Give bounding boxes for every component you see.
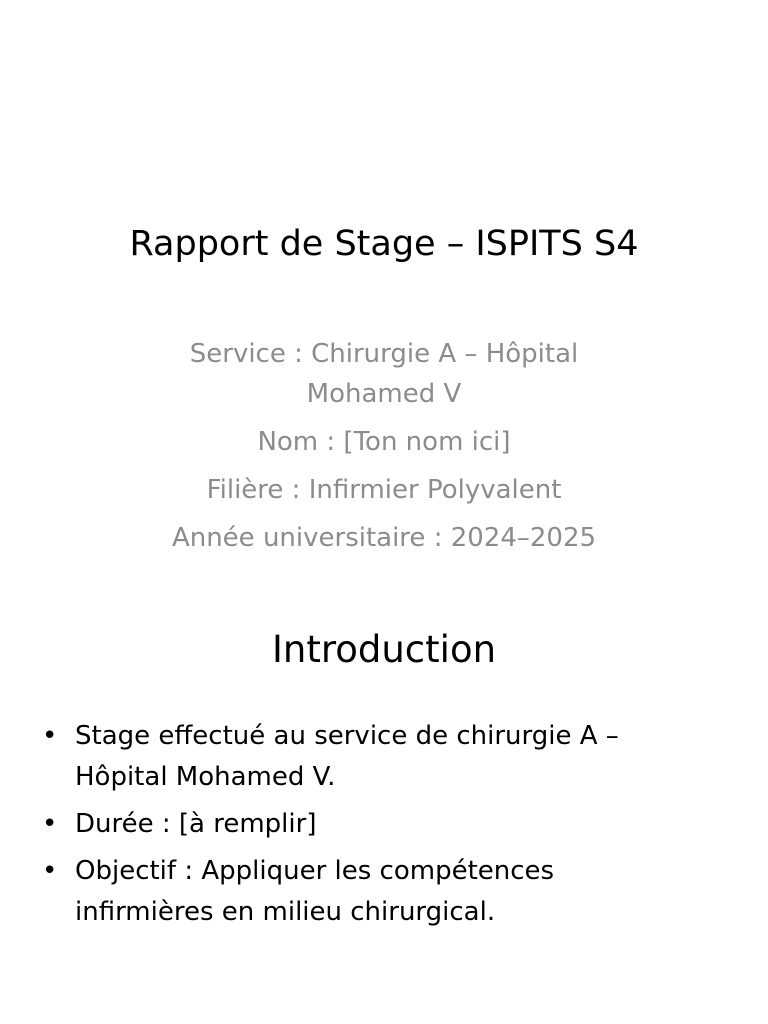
bullet-list [40,716,680,939]
bullet-text: Stage effectué au service de chirurgie A – Hôpital Mohamed V. [75,721,619,792]
subtitle-block [150,334,618,566]
subtitle-service: Service : Chirurgie A – Hôpital Mohamed V [189,339,579,409]
list-item [40,716,680,798]
bullet-icon: • [42,856,58,886]
subtitle-field: Filière : Infirmier Polyvalent [206,475,562,505]
list-item [40,851,680,933]
subtitle-name: Nom : [Ton nom ici] [257,427,511,457]
bullet-icon: • [42,809,58,839]
bullet-text: Objectif : Appliquer les compétences infirmières en milieu chirurgical. [75,856,555,927]
list-item [40,804,680,845]
section-title-introduction: Introduction [271,628,497,671]
bullet-text: Durée : [à remplir] [75,809,317,839]
bullet-icon: • [42,721,58,751]
page-title: Rapport de Stage – ISPITS S4 [129,224,639,264]
subtitle-year: Année universitaire : 2024–2025 [171,523,597,553]
